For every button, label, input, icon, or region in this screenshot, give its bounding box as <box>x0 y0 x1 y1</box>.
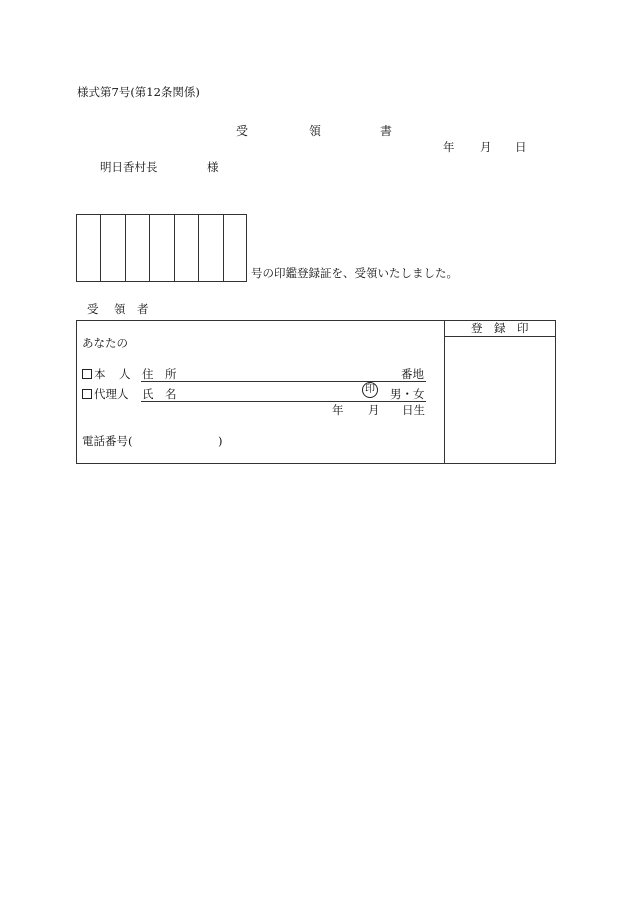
addressee-name: 明日香村長 <box>100 160 158 174</box>
birth-year-label: 年 <box>332 403 344 417</box>
agent-option[interactable] <box>82 389 129 401</box>
self-checkbox[interactable] <box>82 369 92 379</box>
address-suffix: 番地 <box>401 367 424 381</box>
title-char-2: 領 <box>309 124 322 138</box>
name-label-char-2: 名 <box>165 387 177 401</box>
gender-choice[interactable]: 男・女 <box>390 387 425 401</box>
birth-day-label: 日生 <box>402 403 425 417</box>
address-label-char-1: 住 <box>142 367 154 381</box>
you-label: あなたの <box>82 336 128 350</box>
number-box-divider <box>125 215 126 281</box>
birth-month-label: 月 <box>368 403 380 417</box>
agent-checkbox[interactable] <box>82 389 92 399</box>
column-divider <box>444 320 445 464</box>
name-underline <box>141 401 426 402</box>
number-box-divider <box>198 215 199 281</box>
receipt-statement: 号の印鑑登録証を、受領いたしました。 <box>251 266 458 280</box>
seal-header-divider <box>444 336 556 337</box>
number-box-divider <box>149 215 150 281</box>
registration-number-boxes[interactable] <box>76 214 247 282</box>
phone-label: 電話番号( <box>82 434 133 448</box>
address-label-char-2: 所 <box>165 367 177 381</box>
self-option[interactable] <box>82 369 106 381</box>
seal-mark: 印 <box>362 382 378 398</box>
title-char-3: 書 <box>380 124 393 138</box>
self-label-char-2: 人 <box>119 367 131 381</box>
receiver-label-char-1: 受 <box>87 302 99 316</box>
name-label-char-1: 氏 <box>142 387 154 401</box>
address-underline <box>141 381 426 382</box>
agent-label: 代理人 <box>94 387 129 401</box>
receiver-label-char-3: 者 <box>137 302 149 316</box>
date-month-label: 月 <box>480 140 492 154</box>
registered-seal-area[interactable] <box>447 340 553 460</box>
seal-header-char-3: 印 <box>517 321 529 335</box>
date-day-label: 日 <box>515 140 527 154</box>
receiver-label-char-2: 領 <box>114 302 126 316</box>
title-char-1: 受 <box>236 124 249 138</box>
self-label-char-1: 本 <box>94 367 106 381</box>
phone-input[interactable] <box>138 433 214 447</box>
number-box-divider <box>223 215 224 281</box>
phone-close: ) <box>218 434 223 448</box>
addressee-honorific: 様 <box>207 160 219 174</box>
seal-header-char-1: 登 <box>471 321 483 335</box>
form-id: 様式第7号(第12条関係) <box>77 85 200 99</box>
name-input[interactable] <box>180 386 358 400</box>
number-box-divider <box>100 215 101 281</box>
address-input[interactable] <box>180 366 398 380</box>
seal-header-char-2: 録 <box>494 321 506 335</box>
date-year-label: 年 <box>443 140 455 154</box>
number-box-divider <box>174 215 175 281</box>
